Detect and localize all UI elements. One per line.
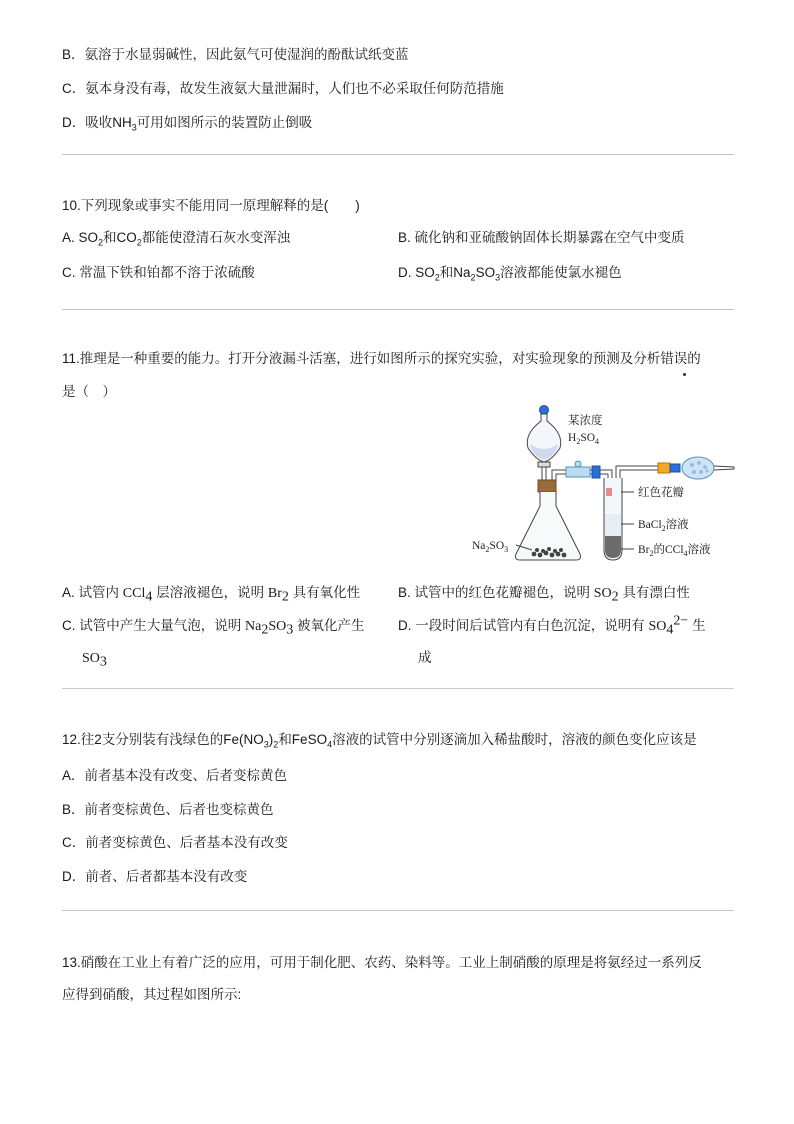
divider — [62, 910, 734, 911]
tube-label-bacl2: BaCl$_2$溶液 — [638, 519, 689, 533]
divider — [62, 154, 734, 155]
q11-option-a: A. 试管内 CCl$_4$ 层溶液褪色，说明 $Br_2$ 具有氧化性 — [62, 585, 361, 605]
q13-stem-line2: 应得到硝酸，其过程如图所示: — [62, 987, 242, 1002]
q13-stem-line1: 13.硝酸在工业上有着广泛的应用，可用于制化肥、农药、染料等。工业上制硝酸的原理是将氨经过一系列反 — [62, 955, 702, 970]
experiment-apparatus-figure — [458, 404, 742, 574]
divider — [62, 688, 734, 689]
q11-option-d-line1: D. 一段时间后试管内有白色沉淀，说明有 $SO_4^{2-}$ 生 — [398, 613, 706, 638]
q10-option-a: A. $SO_2$和$CO_2$都能使澄清石灰水变浑浊 — [62, 230, 291, 248]
q12-option-a: A．前者基本没有改变、后者变棕黄色 — [62, 768, 288, 783]
q9-option-b: B．氨溶于水显弱碱性，因此氨气可使湿润的酚酞试纸变蓝 — [62, 47, 409, 62]
q9-option-d: D．吸收$NH_3$可用如图所示的装置防止倒吸 — [62, 115, 313, 133]
q11-stem-line1: 11.推理是一种重要的能力。打开分液漏斗活塞，进行如图所示的探究实验，对实验现象的预测及分析错误的 — [62, 351, 701, 366]
q10-option-d: D. $SO_2$和$Na_2SO_3$溶液都能使氯水褪色 — [398, 265, 622, 283]
q9-option-c: C．氨本身没有毒，故发生液氨大量泄漏时，人们也不必采取任何防范措施 — [62, 81, 504, 96]
q12-stem: 12.往2支分别装有浅绿色的$Fe(NO_3)_2$和FeSO$_4$溶液的试管中分别逐滴加入稀盐酸时，溶液的颜色变化应该是 — [62, 732, 697, 750]
tube-label-petal: 红色花瓣 — [638, 487, 684, 499]
q11-option-c-line2: $SO_3$ — [82, 651, 107, 670]
q12-option-b: B．前者变棕黄色、后者也变棕黄色 — [62, 802, 274, 817]
q12-option-d: D．前者、后者都基本没有改变 — [62, 869, 248, 884]
acid-label-concentration: 某浓度 — [568, 415, 603, 427]
q10-stem: 10.下列现象或事实不能用同一原理解释的是( ) — [62, 198, 360, 213]
q10-option-b: B. 硫化钠和亚硫酸钠固体长期暴露在空气中变质 — [398, 230, 685, 245]
flask-label-na2so3: $Na_2SO_3$ — [472, 540, 509, 554]
q11-option-b: B. 试管中的红色花瓣褪色，说明 $SO_2$ 具有漂白性 — [398, 585, 690, 605]
q11-stem-line2: 是（ ） — [62, 384, 116, 399]
stray-mark — [683, 373, 686, 376]
q12-option-c: C．前者变棕黄色、后者基本没有改变 — [62, 835, 288, 850]
q10-option-c: C. 常温下铁和铂都不溶于浓硫酸 — [62, 265, 255, 280]
acid-label-formula: $H_2SO_4$ — [568, 432, 600, 446]
divider — [62, 309, 734, 310]
q11-option-d-line2: 成 — [418, 650, 432, 665]
q11-option-c-line1: C. 试管中产生大量气泡，说明 $Na_2SO_3$ 被氧化产生 — [62, 618, 365, 638]
tube-label-br2-ccl4: $Br_2$的CCl$_4$溶液 — [638, 544, 711, 558]
